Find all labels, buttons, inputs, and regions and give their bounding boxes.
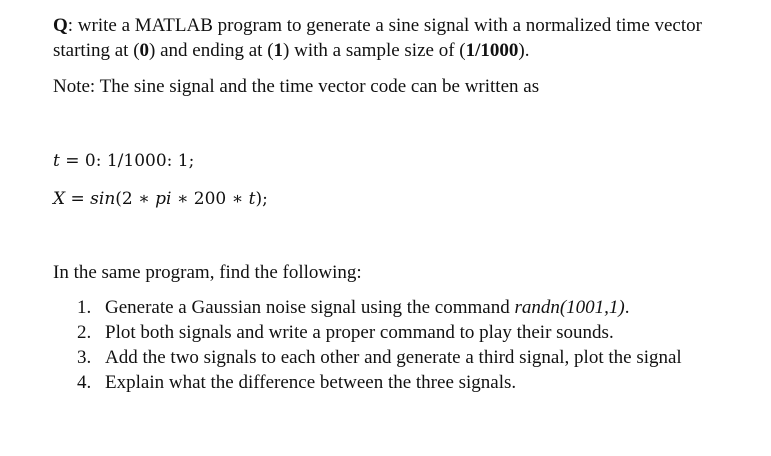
- code-var-x: X: [53, 189, 66, 209]
- code-part-c: );: [255, 189, 268, 209]
- list-item-text: Explain what the difference between the three signals.: [105, 372, 517, 393]
- code-line-sine: [53, 187, 268, 211]
- start-value: 0: [139, 40, 150, 61]
- code-var-t: t: [53, 151, 60, 171]
- list-item-text: Generate a Gaussian noise signal using the command: [105, 297, 515, 318]
- question-text-2c: ) with a sample size of (: [283, 40, 466, 61]
- question-line-2: [53, 39, 529, 63]
- list-item-tail: .: [624, 297, 630, 318]
- question-text-2d: ).: [518, 40, 530, 61]
- question-text-2b: ) and ending at (: [149, 40, 274, 61]
- list-item-command: randn(1001,1): [514, 297, 625, 318]
- list-item-text: Plot both signals and write a proper command to play their sounds.: [105, 322, 614, 343]
- question-text-2a: starting at (: [53, 40, 140, 61]
- question-label: Q: [53, 15, 68, 36]
- intro-text: In the same program, find the following:: [53, 262, 362, 283]
- code-line-time-vector: [53, 149, 194, 173]
- question-text-1: : write a MATLAB program to generate a sine signal with a normalized time vector: [67, 15, 702, 36]
- list-item-number: 2.: [77, 322, 92, 343]
- code-eq: =: [65, 189, 91, 209]
- list-item: [77, 296, 630, 320]
- code-var-t2: t: [248, 189, 256, 209]
- note-text: Note: The sine signal and the time vector code can be written as: [53, 76, 540, 97]
- question-line-1: [53, 14, 702, 38]
- list-item-text: Add the two signals to each other and generate a third signal, plot the signal: [105, 347, 682, 368]
- list-item-number: 3.: [77, 347, 92, 368]
- code-part-b: ∗ 200 ∗: [171, 189, 249, 209]
- list-item: [77, 321, 614, 345]
- list-item: [77, 346, 682, 370]
- list-item-number: 1.: [77, 297, 92, 318]
- code-line1-rest: = 0: 1/1000: 1;: [59, 151, 195, 171]
- code-fn-sin: sin: [90, 189, 116, 209]
- code-part-a: (2 ∗: [115, 189, 156, 209]
- list-item-number: 4.: [77, 372, 92, 393]
- sample-value: 1/1000: [465, 40, 519, 61]
- list-item: [77, 371, 516, 395]
- end-value: 1: [273, 40, 284, 61]
- code-pi: pi: [155, 189, 172, 209]
